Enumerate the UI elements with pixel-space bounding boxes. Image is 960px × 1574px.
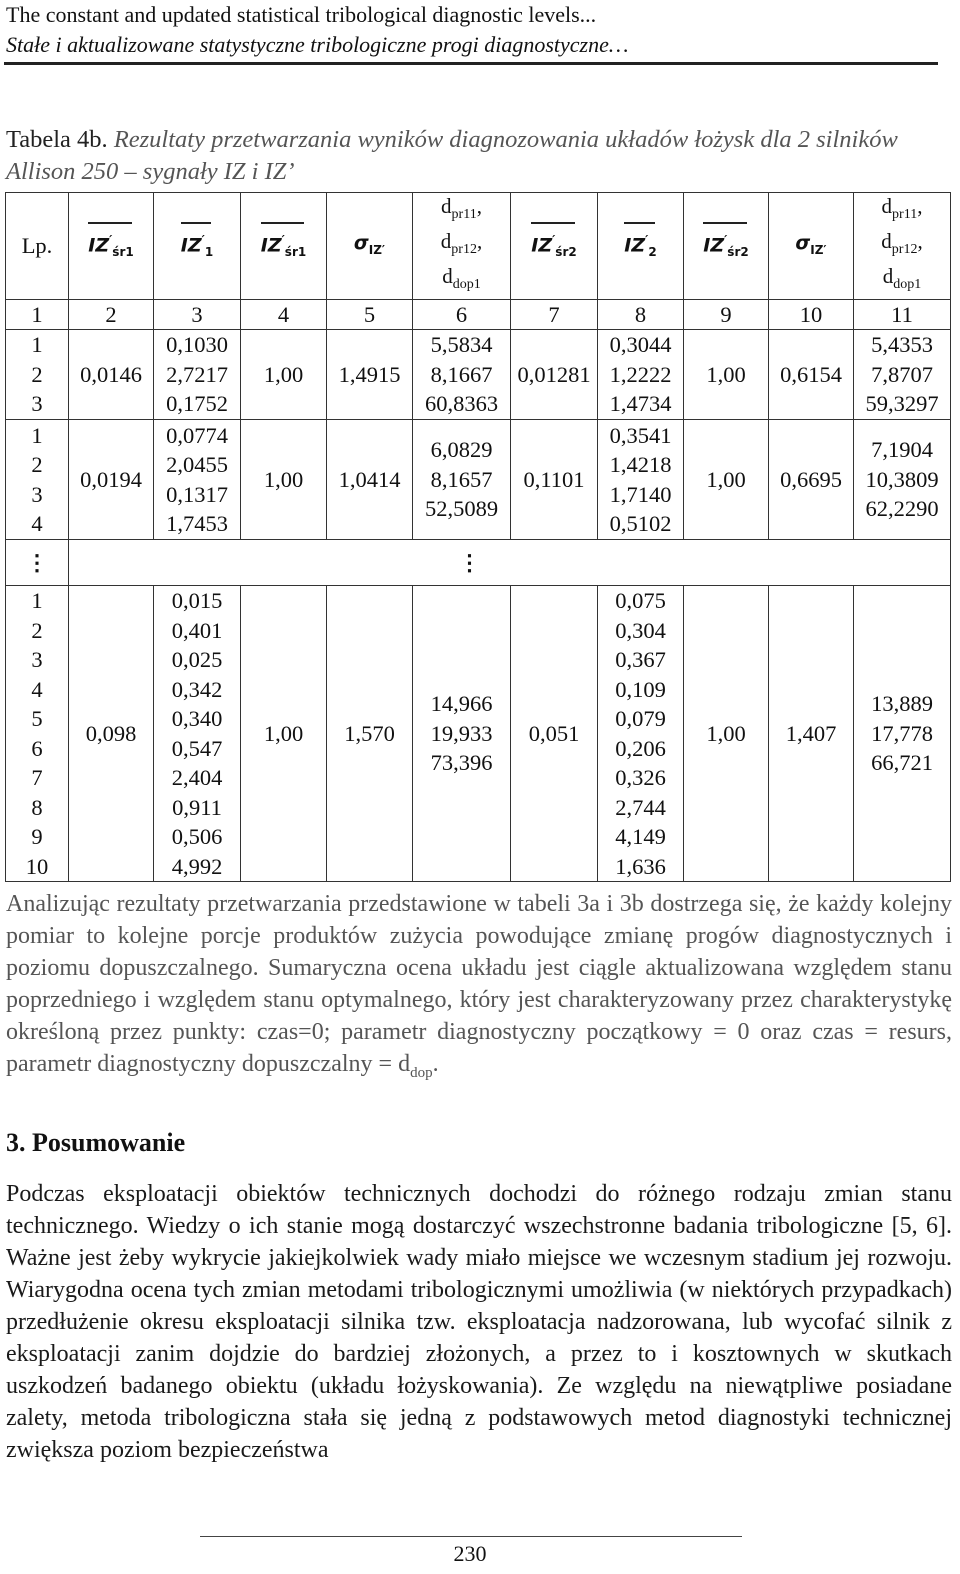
colnum: 4 — [241, 299, 327, 330]
iz-sr2-b-cell: 1,00 — [684, 330, 769, 420]
table-caption-text: Rezultaty przetwarzania wyników diagnozowania układów łożysk dla 2 silników Allison 250 – sygnały IZ i IZ’ — [6, 126, 898, 185]
results-table — [5, 192, 951, 882]
sigma-1-cell: 1,570 — [327, 586, 413, 882]
iz-sr2-cell: 0,01281 — [511, 330, 598, 420]
lp-cell: 1 2 3 4 — [6, 420, 69, 540]
iz-sr2-cell: 0,051 — [511, 586, 598, 882]
colnum: 1 — [6, 299, 69, 330]
paragraph-analysis: Analizując rezultaty przetwarzania przedstawione w tabeli 3a i 3b dostrzega się, że każdy kolejny pomiar to kolejne porcje produktów zużycia powodujące zmianę progów diagnostycznych i poziomu dopuszczalnego. Sumaryczna ocena układu jest ciągle aktualizowana względem stanu poprzedniego i względem stanu optymalnego, który jest charakteryzowany przez charakterystykę określoną przez punkty: czas=0; parametr diagnostyczny początkowy = 0 oraz czas = resurs, parametr diagnostyczny dopuszczalny = $d_{dop}$. — [6, 891, 952, 1081]
lp-cell: 1 2 3 — [6, 330, 69, 420]
lp-cell: 1 2 3 4 5 6 7 8 9 10 — [6, 586, 69, 882]
d-1-cell: 5,5834 8,1667 60,8363 — [413, 330, 511, 420]
sigma-2-cell: 0,6154 — [769, 330, 854, 420]
header-d-thresholds-2: $d_{pr11}$, $d_{pr12}$, $d_{dop1}$ — [854, 193, 951, 300]
footer-rule — [200, 1536, 742, 1537]
table-label: Tabela 4b. — [6, 126, 108, 153]
running-header-polish: Stałe i aktualizowane statystyczne tribologiczne progi diagnostyczne… — [6, 32, 629, 57]
ellipsis-cell: ⋮ — [69, 540, 951, 586]
section-heading: 3. Posumowanie — [6, 1128, 186, 1157]
d-2-cell: 13,889 17,778 66,721 — [854, 586, 951, 882]
iz-sr2-cell: 0,1101 — [511, 420, 598, 540]
colnum: 7 — [511, 299, 598, 330]
table-row — [6, 586, 951, 882]
iz-sr1-cell: 0,0194 — [69, 420, 154, 540]
ellipsis-cell: ⋮ — [6, 540, 69, 586]
colnum: 9 — [684, 299, 769, 330]
header-iz-sr1-b: $IZ'_{śr1}$ — [241, 193, 327, 300]
table-row — [6, 330, 951, 420]
ellipsis-row — [6, 540, 951, 586]
header-iz-1: $IZ'_1$ — [154, 193, 241, 300]
sigma-2-cell: 0,6695 — [769, 420, 854, 540]
colnum: 2 — [69, 299, 154, 330]
header-iz-2: $IZ'_2$ — [598, 193, 684, 300]
iz-sr1-b-cell: 1,00 — [241, 420, 327, 540]
column-number-row — [6, 299, 951, 330]
sigma-1-cell: 1,0414 — [327, 420, 413, 540]
paragraph-summary: Podczas eksploatacji obiektów technicznych dochodzi do różnego rodzaju zmian stanu technicznego. Wiedzy o ich stanie mogą dostarczyć wszechstronne badania tribologiczne [5, 6]. Ważne jest żeby wykrycie jakiejkolwiek wady miało miejsce we wczesnym stadium jej rozwoju. Wiarygodna ocena tych zmian metodami tribologicznymi umożliwia (w niektórych przypadkach) przedłużenie okresu eksploatacji silnika tzw. eksploatacja nadzorowana, lub wycofać silnik z eksploatacji zanim dojdzie do bardziej złożonych, a przez to i kosztownych w skutkach uszkodzeń badanego obiektu (układu łożyskowania). Ze względu na niewątpliwe posiadane zalety, metoda tribologiczna stała się jedną z podstawowych metod diagnostyki technicznej zwiększa poziom bezpieczeństwa — [6, 1181, 952, 1463]
colnum: 11 — [854, 299, 951, 330]
iz-1-cell: 0,015 0,401 0,025 0,342 0,340 0,547 2,404 0,911 0,506 4,992 — [154, 586, 241, 882]
colnum: 8 — [598, 299, 684, 330]
iz-2-cell: 0,3541 1,4218 1,7140 0,5102 — [598, 420, 684, 540]
header-lp: Lp. — [6, 193, 69, 300]
iz-sr1-b-cell: 1,00 — [241, 330, 327, 420]
header-iz-sr2-b: $IZ'_{śr2}$ — [684, 193, 769, 300]
iz-sr1-b-cell: 1,00 — [241, 586, 327, 882]
table-row — [6, 420, 951, 540]
iz-sr2-b-cell: 1,00 — [684, 420, 769, 540]
iz-2-cell: 0,075 0,304 0,367 0,109 0,079 0,206 0,326 2,744 4,149 1,636 — [598, 586, 684, 882]
colnum: 10 — [769, 299, 854, 330]
iz-1-cell: 0,1030 2,7217 0,1752 — [154, 330, 241, 420]
header-sigma-2: $\sigma_{IZ'}$ — [769, 193, 854, 300]
header-iz-sr1: $IZ'_{śr1}$ — [69, 193, 154, 300]
d-2-cell: 7,1904 10,3809 62,2290 — [854, 420, 951, 540]
iz-sr1-cell: 0,098 — [69, 586, 154, 882]
header-iz-sr2: $IZ'_{śr2}$ — [511, 193, 598, 300]
iz-sr1-cell: 0,0146 — [69, 330, 154, 420]
iz-sr2-b-cell: 1,00 — [684, 586, 769, 882]
colnum: 3 — [154, 299, 241, 330]
d-2-cell: 5,4353 7,8707 59,3297 — [854, 330, 951, 420]
header-rule — [4, 62, 938, 65]
header-d-thresholds-1: $d_{pr11}$, $d_{pr12}$, $d_{dop1}$ — [413, 193, 511, 300]
page-number: 230 — [453, 1541, 487, 1566]
colnum: 6 — [413, 299, 511, 330]
header-sigma-1: $\sigma_{IZ'}$ — [327, 193, 413, 300]
header-row — [6, 193, 951, 300]
table-caption — [6, 124, 940, 188]
d-1-cell: 14,966 19,933 73,396 — [413, 586, 511, 882]
sigma-1-cell: 1,4915 — [327, 330, 413, 420]
running-header-english: The constant and updated statistical tribological diagnostic levels... — [6, 2, 597, 27]
colnum: 5 — [327, 299, 413, 330]
iz-1-cell: 0,0774 2,0455 0,1317 1,7453 — [154, 420, 241, 540]
d-1-cell: 6,0829 8,1657 52,5089 — [413, 420, 511, 540]
sigma-2-cell: 1,407 — [769, 586, 854, 882]
iz-2-cell: 0,3044 1,2222 1,4734 — [598, 330, 684, 420]
